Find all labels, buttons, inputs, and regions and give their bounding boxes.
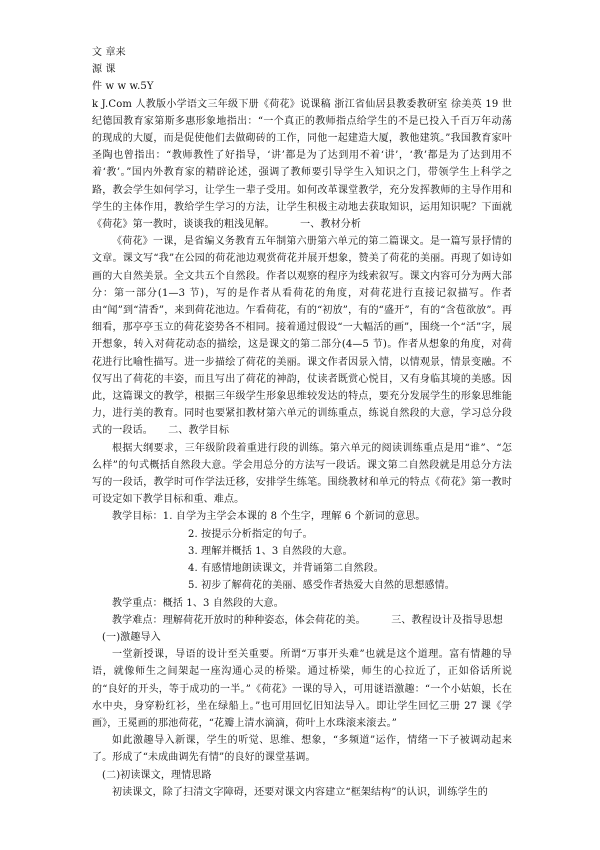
intro-paragraph: k J.Com 人教版小学语文三年级下册《荷花》说课稿 浙江省仙居县教委教研室 徐美英 19 世纪德国教育家第斯多惠形象地指出：“一个真正的教师指点给学生的不是已投入千百万年动荡的现成的大厦，而是促使他们去做砌砖的工作，同他一起建造大厦，教他建筑。”我国教育家叶圣陶也曾指出：“教师教性了好指导，‘讲’都是为了达到用不着‘讲’，‘教’都是为了达到用不着‘教’。”国内外教育家的精辟论述，强调了教师要引导学生入知识之门，带领学生上科学之路，教会学生如何学习，让学生一辈子受用。如何改革课堂教学，充分发挥教师的主导作用和学生的主体作用，教给学生学习的方法，让学生积极主动地去获取知识，运用知识呢？下面就《荷花》第一教时，谈谈我的粗浅见解。 一、教材分析 bbox=[92, 98, 512, 231]
key-point: 教学重点：概括 1、3 自然段的大意。 bbox=[112, 597, 284, 609]
header-line: 件 w w w.5Y bbox=[92, 81, 154, 93]
list-item bbox=[92, 508, 512, 525]
teaching-goals-list bbox=[92, 508, 512, 594]
section-title: (一)激趣导入 bbox=[102, 631, 161, 643]
list-item: 4. 有感情地朗读课文，并背诵第二自然段。 bbox=[188, 563, 384, 575]
section-paragraph: 一堂新授课，导语的设计至关重要。所谓“万事开头难”也就是这个道理。富有情趣的导语，就像师生之间架起一座沟通心灵的桥梁。通过桥梁，师生的心拉近了，正如俗话所说的“良好的开头，等于成功的一半。”《荷花》一课的导入，可用谜语激趣：“一个小姑娘，长在水中央，身穿粉红衫，坐在绿船上。”也可用回忆旧知法导入。即让学生回忆三册 27 课《学画》，王冕画的那池荷花，“花瓣上清水滴滴，荷叶上水珠滚来滚去。” bbox=[92, 649, 512, 729]
difficult-point: 教学难点：理解荷花开放时的种种姿态，体会荷花的美。 三、教程设计及指导思想 bbox=[112, 614, 503, 626]
header-line: 文 章来 bbox=[92, 47, 126, 58]
material-analysis-paragraph: 《荷花》一课，是省编义务教育五年制第六册第六单元的第二篇课文。是一篇写景抒情的文章。课文写“我”在公园的荷花池边观赏荷花并展开想象，赞美了荷花的美丽。再现了如诗如画的大自然美景。全文共五个自然段。作者以观察的程序为线索叙写。课文内容可分为两大部分：第一部分(1—3 节)，写的是作者从看荷花的角度，对荷花进行直接记叙描写。作者由“闻”到“清香”，来到荷花池边。乍看荷花，有的“初放”，有的“盛开”，有的“含苞欲放”。再细看，那亭亭玉立的荷花姿势各不相同。接着通过假设“一大幅活的画”，围绕一个“活”字，展开想象，转入对荷花动态的描绘，这是课文的第二部分(4—5 节)。作者从想象的角度，对荷花进行比喻性描写。进一步描绘了荷花的美丽。课文作者因景入情，以情观景，情景变融。不仅写出了荷花的丰姿，而且写出了荷花的神韵，仗读者既赏心悦目，又有身临其境的美感。因此，这篇课文的教学，根据三年级学生形象思维较发达的特点，要充分发展学生的形象思维能力，进行美的教育。同时也要紧扣教材第六单元的训练重点，练说自然段的大意，学习总分段式的一段话。 二、教学目标 bbox=[92, 236, 512, 437]
document-page bbox=[92, 44, 512, 801]
list-item: 5. 初步了解荷花的美丽、感受作者热爱大自然的思想感情。 bbox=[188, 580, 455, 592]
list-item: 2. 按提示分析指定的句子。 bbox=[188, 528, 313, 540]
section-paragraph: 初读课文，除了扫清文字障碍，还要对课文内容建立“框架结构”的认识，训练学生的 bbox=[112, 786, 488, 798]
list-item: 3. 理解并概括 1、3 自然段的大意。 bbox=[188, 545, 353, 557]
goal-text: 1. 自学为主学会本课的 8 个生字，理解 6 个新词的意思。 bbox=[162, 511, 426, 523]
section-title: (二)初读课文，理情思路 bbox=[102, 769, 212, 781]
section-paragraph: 如此激趣导入新课，学生的听觉、思维、想象，“多频道”运作，情绪一下子被调动起来了。形成了“未成曲调先有情”的良好的课堂基调。 bbox=[92, 735, 512, 764]
teaching-goals-intro-paragraph: 根据大纲要求，三年级阶段着重进行段的训练。第六单元的阅读训练重点是用“谁”、“怎么样”的句式概括自然段大意。学会用总分的方法写一段话。课文第二自然段就是用总分方法写的一段话，教学时可作学法迁移，安排学生练笔。围绕教材和单元的特点《荷花》第一教时可设定如下教学目标和重、难点。 bbox=[92, 442, 512, 506]
goals-label: 教学目标： bbox=[112, 511, 163, 523]
header-line: 源 课 bbox=[92, 64, 116, 76]
